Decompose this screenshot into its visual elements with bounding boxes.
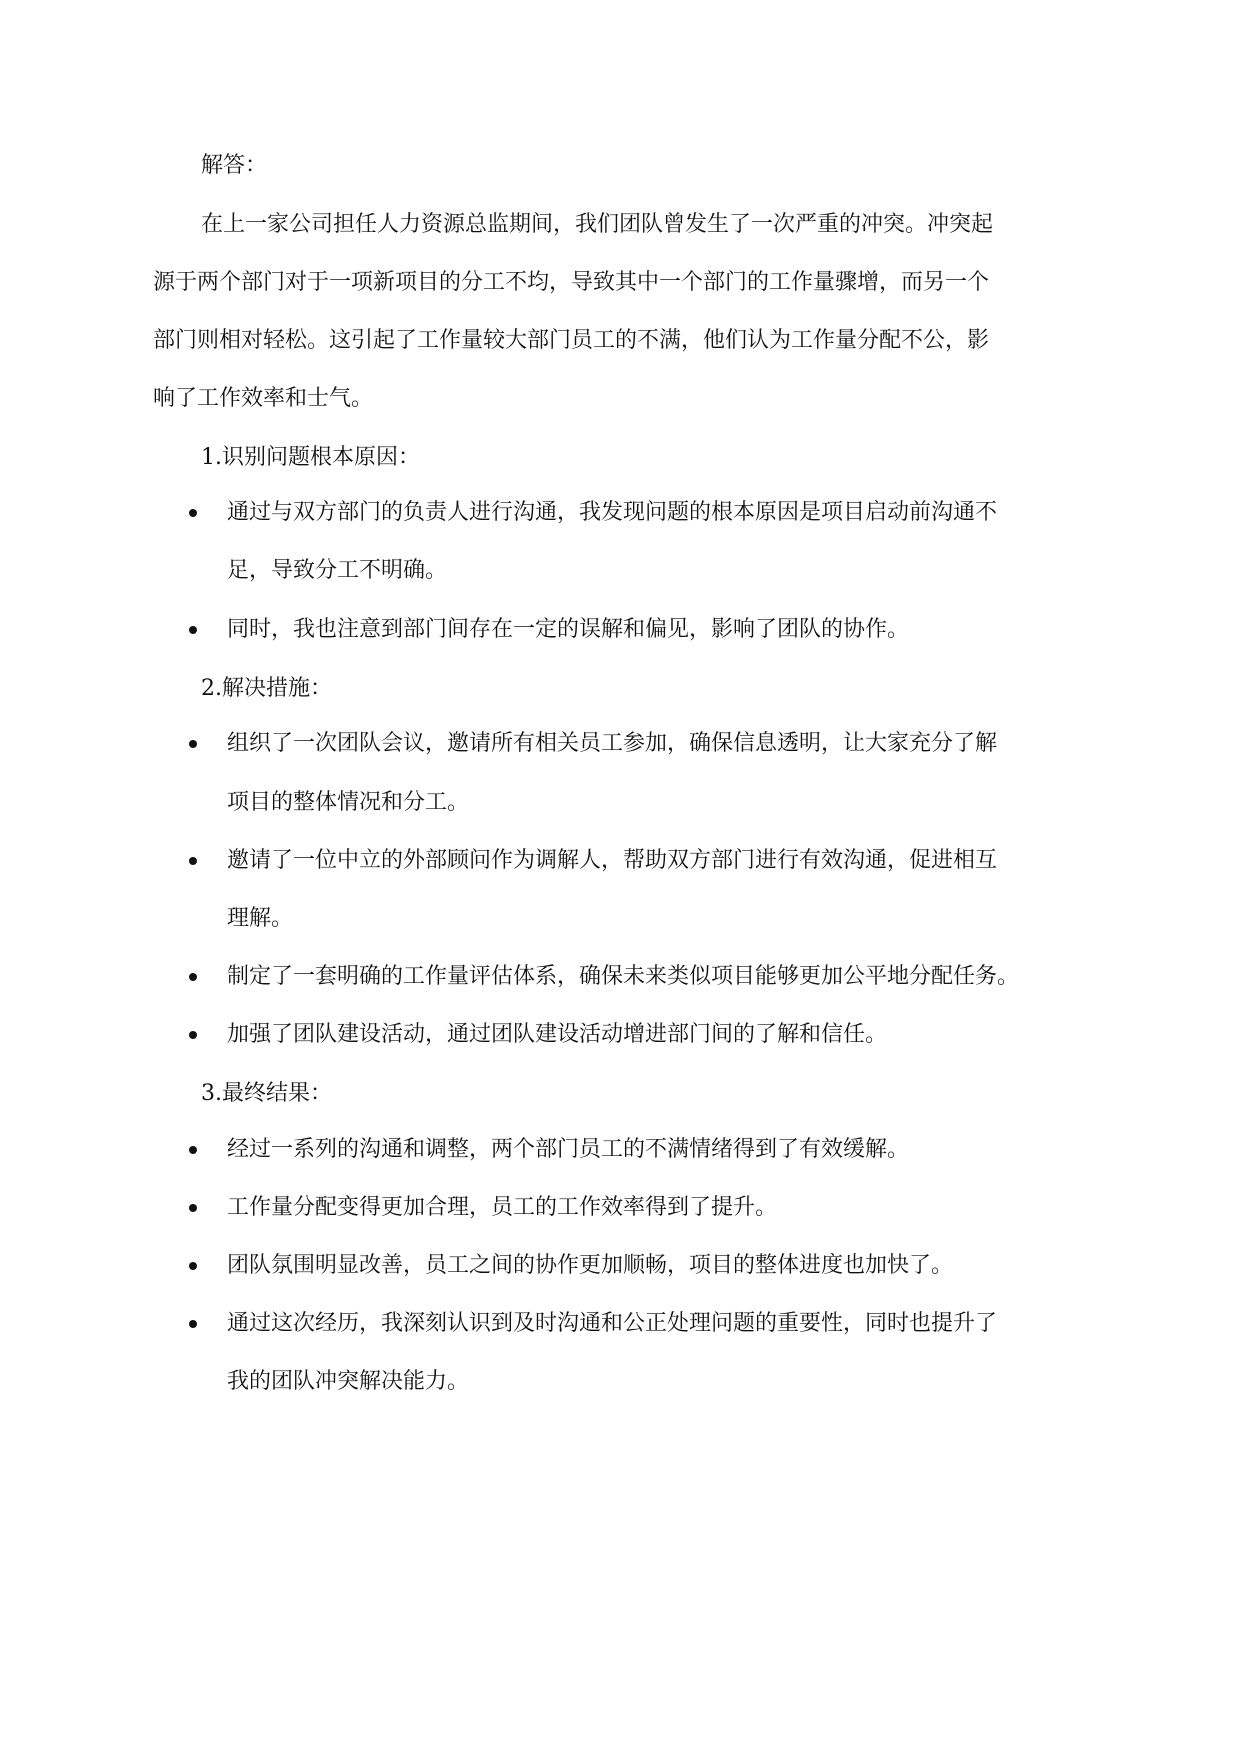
bullet-icon [189, 626, 197, 634]
list-item-continuation: 理解。 [227, 906, 294, 931]
bullet-icon [189, 857, 197, 865]
intro-line: 在上一家公司担任人力资源总监期间，我们团队曾发生了一次严重的冲突。冲突起 [201, 212, 994, 237]
bullet-icon [189, 509, 197, 517]
section-heading: 1.识别问题根本原因： [201, 445, 420, 470]
list-item: 邀请了一位中立的外部顾问作为调解人，帮助双方部门进行有效沟通，促进相互 [227, 848, 998, 873]
list-item: 组织了一次团队会议，邀请所有相关员工参加，确保信息透明，让大家充分了解 [227, 731, 998, 756]
list-item: 同时，我也注意到部门间存在一定的误解和偏见，影响了团队的协作。 [227, 617, 910, 642]
list-item: 制定了一套明确的工作量评估体系，确保未来类似项目能够更加公平地分配任务。 [227, 964, 1020, 989]
section-heading: 2.解决措施： [201, 676, 332, 701]
list-item: 加强了团队建设活动，通过团队建设活动增进部门间的了解和信任。 [227, 1022, 888, 1047]
list-item: 经过一系列的沟通和调整，两个部门员工的不满情绪得到了有效缓解。 [227, 1137, 910, 1162]
intro-line: 源于两个部门对于一项新项目的分工不均，导致其中一个部门的工作量骤增，而另一个 [153, 270, 990, 295]
bullet-icon [189, 740, 197, 748]
list-item: 工作量分配变得更加合理，员工的工作效率得到了提升。 [227, 1195, 778, 1220]
list-item-continuation: 我的团队冲突解决能力。 [227, 1369, 470, 1394]
bullet-icon [189, 1146, 197, 1154]
bullet-icon [189, 1204, 197, 1212]
section-heading: 3.最终结果： [201, 1081, 332, 1106]
intro-line: 部门则相对轻松。这引起了工作量较大部门员工的不满，他们认为工作量分配不公，影 [153, 328, 990, 353]
bullet-icon [189, 973, 197, 981]
list-item-continuation: 足，导致分工不明确。 [227, 558, 448, 583]
intro-line: 响了工作效率和士气。 [153, 386, 374, 411]
list-item: 通过这次经历，我深刻认识到及时沟通和公正处理问题的重要性，同时也提升了 [227, 1311, 998, 1336]
bullet-icon [189, 1031, 197, 1039]
answer-label: 解答： [201, 153, 268, 178]
list-item-continuation: 项目的整体情况和分工。 [227, 790, 470, 815]
bullet-icon [189, 1262, 197, 1270]
bullet-icon [189, 1320, 197, 1328]
list-item: 团队氛围明显改善，员工之间的协作更加顺畅，项目的整体进度也加快了。 [227, 1253, 954, 1278]
list-item: 通过与双方部门的负责人进行沟通，我发现问题的根本原因是项目启动前沟通不 [227, 500, 998, 525]
